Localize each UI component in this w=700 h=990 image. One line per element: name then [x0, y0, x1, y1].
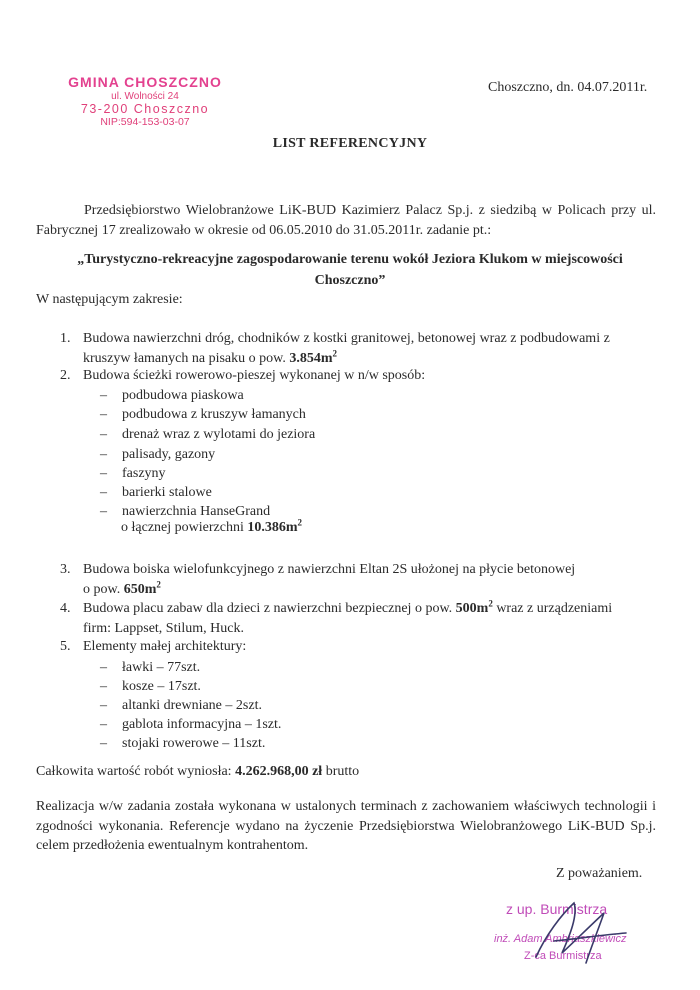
- dash-bullet: –: [100, 427, 107, 442]
- signature-line-1: z up. Burmistrza: [506, 901, 608, 917]
- item-area-prefix: o pow.: [83, 582, 121, 597]
- dash-bullet: –: [100, 388, 107, 403]
- total-amount: 4.262.968,00 zł: [235, 764, 323, 779]
- dash-bullet: –: [100, 407, 107, 422]
- closing-paragraph: Realizacja w/w zadania została wykonana w ustalonych terminach z zachowaniem właściwych technologii i zgodności wykonania. Referencje wydano na życzenie Przedsiębiorstwa Wielobranżowego LiK-BUD Sp.j. celem przedłożenia ewentualnym kontrahentom.: [36, 799, 656, 853]
- stamp-nip: NIP:594-153-03-07: [100, 116, 190, 128]
- dash-bullet: –: [100, 504, 107, 519]
- item-text: Budowa placu zabaw dla dzieci z nawierzchni bezpiecznej o pow.: [83, 601, 453, 616]
- list-item-text: nawierzchnia HanseGrand: [122, 504, 271, 519]
- scope-item-2: [60, 366, 640, 386]
- list-item-text: kosze – 17szt.: [122, 679, 201, 694]
- signature-line-3: Z-ca Burmistrza: [524, 950, 602, 962]
- item-area: 500m: [455, 601, 489, 616]
- list-item: [100, 483, 212, 503]
- dash-bullet: –: [100, 736, 107, 751]
- item-number: 1.: [60, 331, 71, 346]
- scope-label: W następującym zakresie:: [36, 292, 183, 307]
- item-number: 2.: [60, 368, 71, 383]
- dash-bullet: –: [100, 698, 107, 713]
- area-label: o łącznej powierzchni: [121, 520, 244, 535]
- list-item: [100, 658, 200, 678]
- list-item-text: gablota informacyjna – 1szt.: [122, 717, 282, 732]
- list-item-text: podbudowa z kruszyw łamanych: [122, 407, 306, 422]
- total-suffix: brutto: [325, 764, 360, 779]
- task-title: „Turystyczno-rekreacyjne zagospodarowanie terenu wokół Jeziora Klukom w miejscowości Choszczno”: [77, 252, 623, 288]
- list-item: [100, 425, 315, 445]
- item-area-sup: 2: [488, 598, 493, 609]
- item-area: 650m: [123, 582, 157, 597]
- item-2-area: [121, 517, 302, 536]
- stamp-street: ul. Wolności 24: [111, 91, 179, 102]
- list-item: [100, 464, 166, 484]
- item-area-sup: 2: [156, 579, 161, 590]
- list-item: [100, 386, 244, 406]
- dash-bullet: –: [100, 679, 107, 694]
- scope-item-3: [60, 560, 640, 600]
- list-item: [100, 696, 262, 716]
- item-text: Budowa ścieżki rowerowo-pieszej wykonanej w n/w sposób:: [83, 368, 426, 383]
- item-text: Budowa nawierzchni dróg, chodników z kostki granitowej, betonowej wraz z podbudowami z kruszyw łamanych na pisaku o pow.: [83, 331, 610, 366]
- list-item-text: barierki stalowe: [122, 485, 212, 500]
- list-item-text: drenaż wraz z wylotami do jeziora: [122, 427, 316, 442]
- item-area-sup: 2: [332, 348, 337, 359]
- dash-bullet: –: [100, 485, 107, 500]
- dash-bullet: –: [100, 717, 107, 732]
- list-item: [100, 405, 306, 425]
- list-item: [100, 715, 281, 735]
- item-text-firms: firm: Lappset, Stilum, Huck.: [83, 621, 244, 636]
- list-item-text: ławki – 77szt.: [122, 660, 201, 675]
- total-value-line: [36, 764, 359, 780]
- item-text: Budowa boiska wielofunkcyjnego z nawierzchni Eltan 2S ułożonej na płycie betonowej: [83, 562, 576, 577]
- scope-item-4: [60, 599, 640, 639]
- list-item: [100, 677, 201, 697]
- item-text-cont: wraz z urządzeniami: [496, 601, 613, 616]
- item-text: Elementy małej architektury:: [83, 639, 247, 654]
- stamp-city: 73-200 Choszczno: [80, 102, 210, 116]
- letter-title: LIST REFERENCYJNY: [272, 136, 428, 151]
- dash-bullet: –: [100, 660, 107, 675]
- handwritten-signature-icon: [466, 895, 680, 975]
- item-area: 3.854m: [289, 351, 333, 366]
- signature-line-2: inż. Adam Ambriaszkiewicz: [494, 933, 627, 945]
- list-item-text: stojaki rowerowe – 11szt.: [122, 736, 266, 751]
- dash-bullet: –: [100, 447, 107, 462]
- regards: Z poważaniem.: [556, 866, 643, 881]
- dash-bullet: –: [100, 466, 107, 481]
- list-item: [100, 734, 265, 754]
- list-item: [100, 502, 270, 522]
- area-value: 10.386m: [247, 520, 298, 535]
- scope-item-1: [60, 329, 640, 369]
- list-item-text: altanki drewniane – 2szt.: [122, 698, 262, 713]
- intro-paragraph: Przedsiębiorstwo Wielobranżowe LiK-BUD Kazimierz Palacz Sp.j. z siedzibą w Policach przy ul. Fabrycznej 17 zrealizowało w okresie od 06.05.2010 do 31.05.2011r. zadanie pt.:: [36, 203, 656, 238]
- letter-date: Choszczno, dn. 04.07.2011r.: [488, 80, 648, 95]
- municipality-stamp: [60, 74, 230, 128]
- scope-item-5: [60, 637, 640, 657]
- area-sup: 2: [297, 517, 302, 528]
- stamp-name: GMINA CHOSZCZNO: [68, 74, 222, 90]
- list-item-text: faszyny: [122, 466, 166, 481]
- list-item: [100, 445, 215, 465]
- list-item-text: podbudowa piaskowa: [122, 388, 244, 403]
- list-item-text: palisady, gazony: [122, 447, 216, 462]
- item-number: 4.: [60, 601, 71, 616]
- item-number: 5.: [60, 639, 71, 654]
- item-number: 3.: [60, 562, 71, 577]
- signature-stamp: [466, 895, 680, 975]
- total-label: Całkowita wartość robót wyniosła:: [36, 764, 232, 779]
